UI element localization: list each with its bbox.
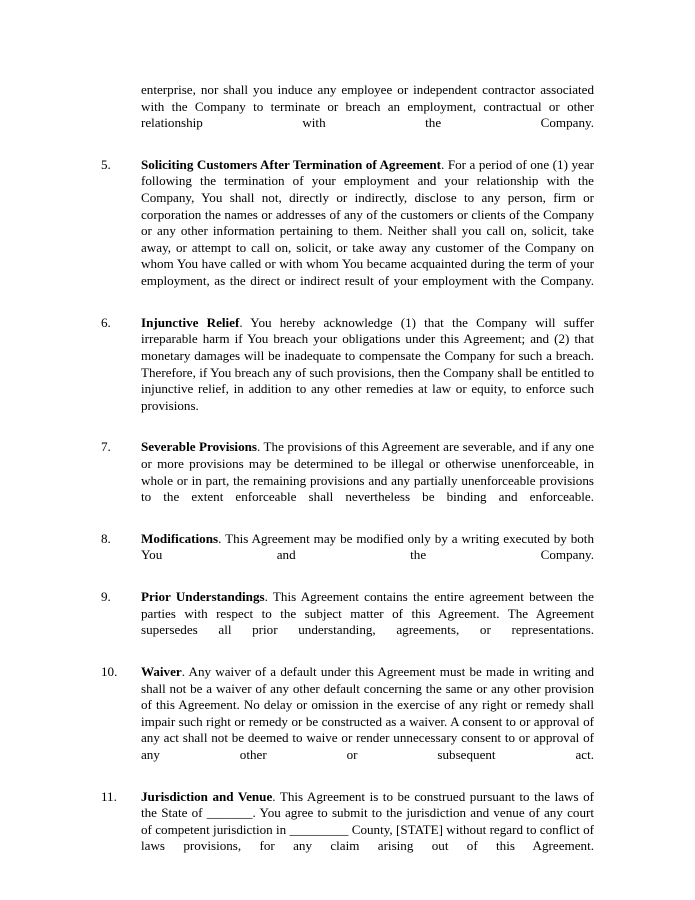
clause-7 <box>101 439 594 522</box>
document-body <box>101 82 594 872</box>
clause-number: 6. <box>101 314 111 330</box>
clause-text <box>141 157 594 306</box>
continuation-paragraph: enterprise, nor shall you induce any employee or independent contractor associated with the Company to terminate or breach an employment, contractual or other relationship with the Company. <box>141 82 594 131</box>
clause-paragraph: . Any waiver of a default under this Agreement must be made in writing and shall not be a waiver of any other default concerning the same or any other provision of this Agreement. No delay or omission in the exercise of any right or remedy shall impair such right or remedy or be constructed as a waiver. A consent to or approval of any act shall not be deemed to waive or render unnecessary consent to or approval of any other or subsequent act. <box>141 664 594 762</box>
clause-paragraph: . The provisions of this Agreement are severable, and if any one or more provisions may be determined to be illegal or otherwise unenforceable, in whole or in part, the remaining provisions and any partially unenforceable provisions to the extent enforceable shall nevertheless be binding and enforceable. <box>141 439 595 505</box>
clause-heading: Waiver <box>141 664 182 679</box>
clause-number: 11. <box>101 788 117 804</box>
clause-paragraph: . This Agreement may be modified only by a writing executed by both You and the Company. <box>141 530 594 563</box>
clause-text <box>141 439 594 522</box>
clause-number: 7. <box>101 439 111 455</box>
clause-text <box>141 531 594 581</box>
clause-number: 10. <box>101 664 118 679</box>
clause-8 <box>101 531 594 581</box>
clause-heading: Soliciting Customers After Termination of Agreement <box>141 156 442 172</box>
clause-text <box>141 315 594 431</box>
clause-11 <box>101 789 594 872</box>
clause-paragraph: . This Agreement is to be construed pursuant to the laws of the State of _______. You agree to submit to the jurisdiction and venue of any court of competent jurisdiction in _________ County, [STATE] without regard to conflict of laws provisions, for any claim arising out of this Agreement. <box>141 788 595 854</box>
clause-number: 5. <box>101 156 111 172</box>
clause-paragraph: . This Agreement contains the entire agreement between the parties with respect to the subject matter of this Agreement. The Agreement supersedes all prior understanding, agreements, or representations. <box>141 589 594 638</box>
clause-text <box>141 664 594 780</box>
clause-6 <box>101 315 594 431</box>
clause-number: 9. <box>101 589 111 605</box>
clause-5 <box>101 157 594 306</box>
clause-paragraph: . You hereby acknowledge (1) that the Company will suffer irreparable harm if You breach your obligations under this Agreement; and (2) that monetary damages will be inadequate to compensate the Company for such a breach. Therefore, if You breach any of such provisions, then the Company shall be entitled to injunctive relief, in addition to any other remedies at law or equity, to enforce such provisions. <box>141 314 595 413</box>
clause-9 <box>101 589 594 655</box>
clause-number: 8. <box>101 530 111 546</box>
clause-text <box>141 589 594 655</box>
clause-text <box>141 789 594 872</box>
clause-10 <box>101 664 594 780</box>
clause-paragraph: . For a period of one (1) year following the termination of your employment and your relationship with the Company, You shall not, directly or indirectly, disclose to any person, firm or corporation the names or addresses of any of the customers or clients of the Company or any other information pertaining to them. Neither shall you call on, solicit, take away, or attempt to call on, solicit, or take away any customer of the Company on whom You have called or with whom You became acquainted during the term of your employment, as the direct or indirect result of your employment with the Company. <box>141 156 595 289</box>
clause-heading: Jurisdiction and Venue <box>141 788 273 804</box>
clause-heading: Prior Understandings <box>141 589 265 605</box>
clause-heading: Modifications <box>141 530 219 546</box>
clause-heading: Severable Provisions <box>141 439 257 455</box>
clause-heading: Injunctive Relief <box>141 314 240 330</box>
